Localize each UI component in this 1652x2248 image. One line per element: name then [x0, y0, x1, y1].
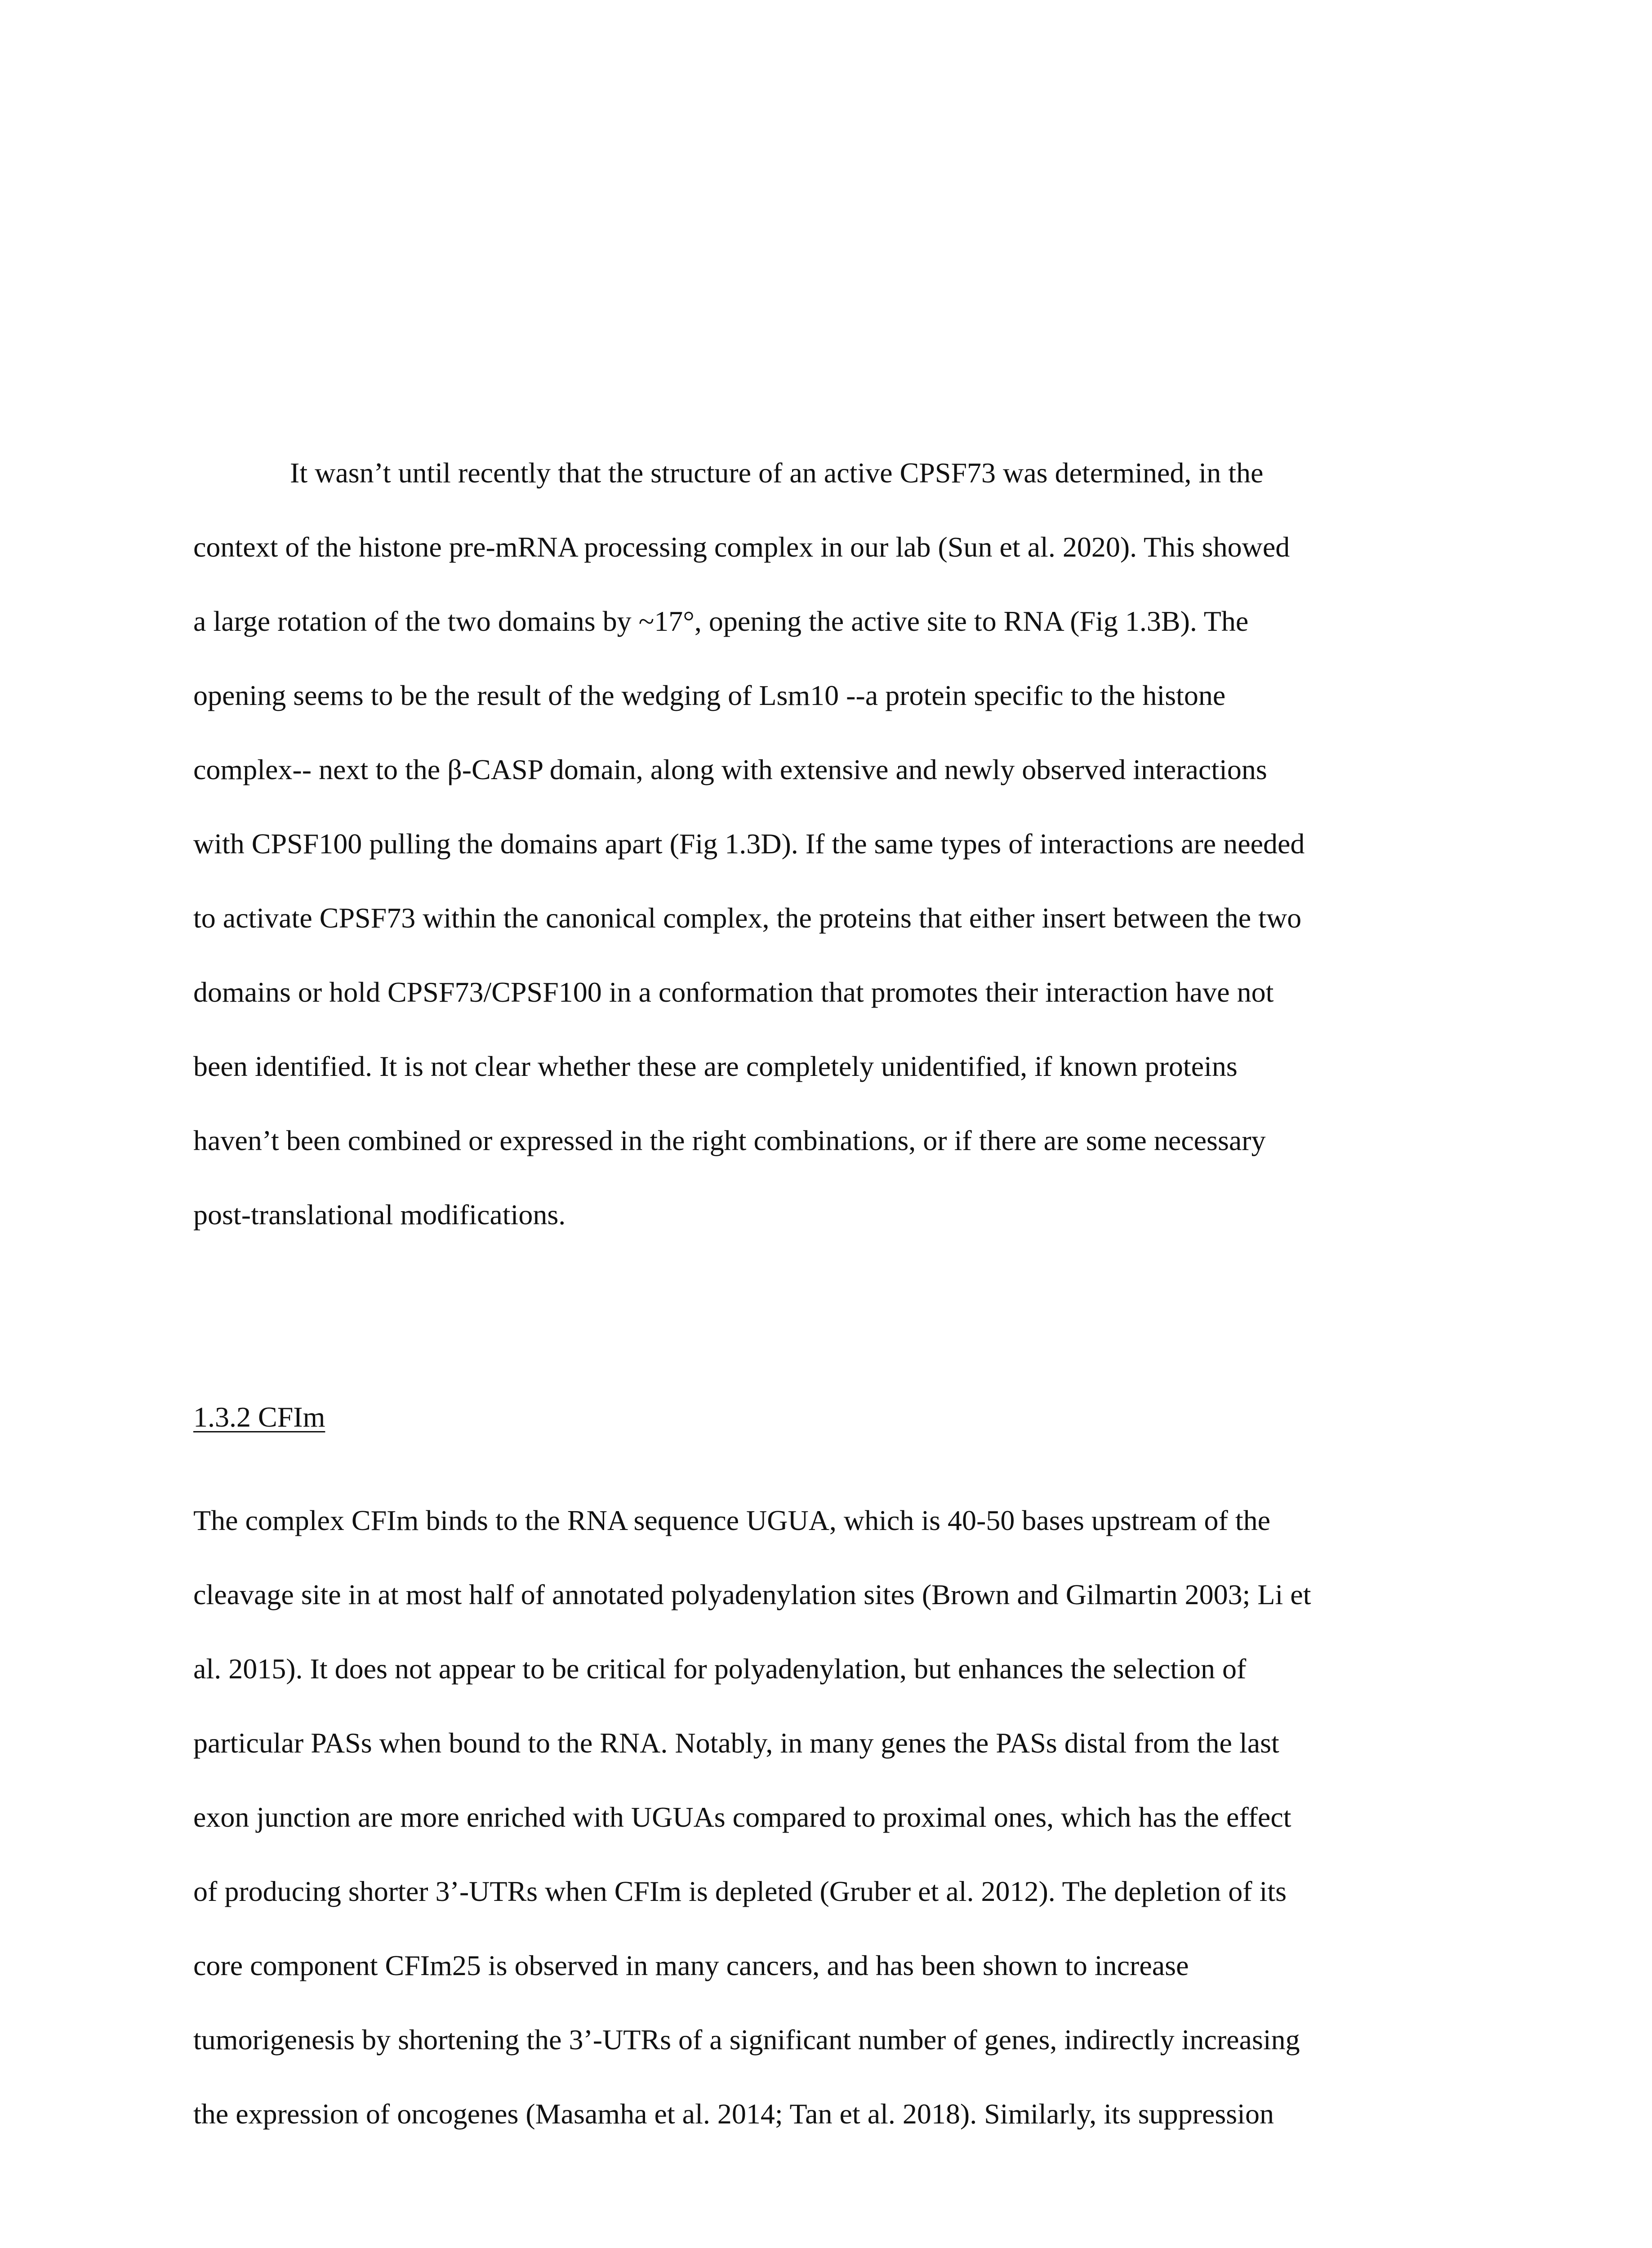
text-line: particular PASs when bound to the RNA. Notably, in many genes the PASs distal from the last	[193, 1727, 1279, 1759]
text-line: of producing shorter 3’-UTRs when CFIm is depleted (Gruber et al. 2012). The depletion of its	[193, 1875, 1287, 1907]
text-line: al. 2015). It does not appear to be critical for polyadenylation, but enhances the selection of	[193, 1653, 1247, 1685]
text-line: cleavage site in at most half of annotated polyadenylation sites (Brown and Gilmartin 2003; Li et	[193, 1579, 1311, 1610]
section-heading: 1.3.2 CFIm	[193, 1401, 325, 1433]
text-line: opening seems to be the result of the wedging of Lsm10 --a protein specific to the histone	[193, 679, 1226, 711]
text-line: core component CFIm25 is observed in many cancers, and has been shown to increase	[193, 1949, 1189, 1981]
text-line: the expression of oncogenes (Masamha et al. 2014; Tan et al. 2018). Similarly, its suppression	[193, 2098, 1274, 2130]
text-line: to activate CPSF73 within the canonical complex, the proteins that either insert between the two	[193, 902, 1302, 934]
text-line: a large rotation of the two domains by ~17°, opening the active site to RNA (Fig 1.3B). The	[193, 605, 1249, 637]
text-line: post-translational modifications.	[193, 1199, 566, 1231]
text-line: domains or hold CPSF73/CPSF100 in a conformation that promotes their interaction have not	[193, 976, 1274, 1008]
text-line: with CPSF100 pulling the domains apart (Fig 1.3D). If the same types of interactions are needed	[193, 828, 1305, 860]
text-line: exon junction are more enriched with UGUAs compared to proximal ones, which has the effect	[193, 1801, 1291, 1833]
text-line: complex-- next to the β-CASP domain, along with extensive and newly observed interactions	[193, 754, 1267, 785]
text-line: been identified. It is not clear whether these are completely unidentified, if known proteins	[193, 1050, 1238, 1082]
text-line: tumorigenesis by shortening the 3’-UTRs of a significant number of genes, indirectly increasing	[193, 2024, 1300, 2056]
text-line: haven’t been combined or expressed in the right combinations, or if there are some necessary	[193, 1124, 1266, 1156]
text-line: It wasn’t until recently that the structure of an active CPSF73 was determined, in the	[290, 457, 1264, 489]
text-line: The complex CFIm binds to the RNA sequence UGUA, which is 40-50 bases upstream of the	[193, 1504, 1271, 1536]
text-line: context of the histone pre-mRNA processing complex in our lab (Sun et al. 2020). This showed	[193, 531, 1290, 563]
